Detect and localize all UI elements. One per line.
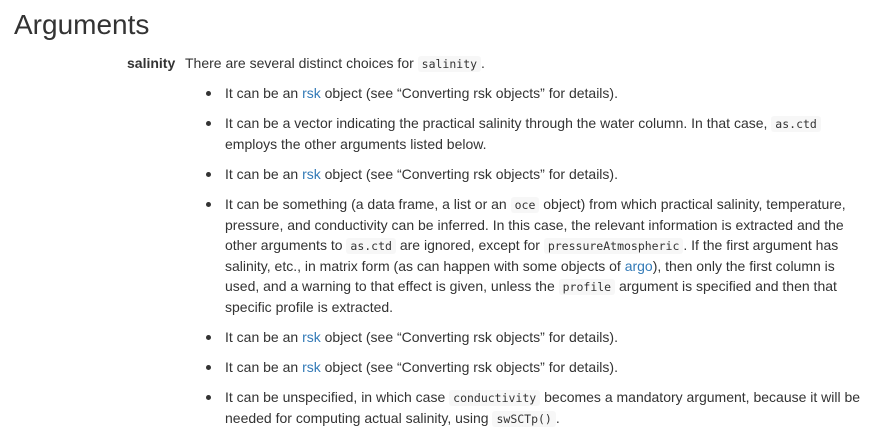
list-item-rsk-4 bbox=[225, 357, 865, 377]
list-item-rsk-1 bbox=[225, 83, 865, 103]
swsctp-code: swSCTp() bbox=[492, 411, 555, 427]
argument-description bbox=[185, 53, 485, 74]
list-item-rsk-2 bbox=[225, 164, 865, 184]
item-text: . bbox=[555, 410, 560, 426]
item-text: becomes a mandatory argument, because it will be needed for computing actual salinity, using bbox=[225, 389, 861, 426]
rsk-link[interactable]: rsk bbox=[302, 329, 321, 345]
oce-code: oce bbox=[511, 197, 540, 213]
item-text: It can be an bbox=[225, 359, 303, 375]
item-text: object (see “Converting rsk objects” for details). bbox=[320, 85, 618, 101]
description-text: There are several distinct choices for bbox=[185, 55, 418, 71]
item-text: object (see “Converting rsk objects” for details). bbox=[320, 166, 618, 182]
description-end: . bbox=[481, 55, 485, 71]
rsk-link[interactable]: rsk bbox=[302, 359, 321, 375]
rsk-link[interactable]: rsk bbox=[302, 85, 321, 101]
item-text: object) from which practical salinity, temperature, pressure, and conductivity can be inferred. In this case, the relevant information is extracted and the other arguments to bbox=[225, 196, 846, 253]
list-item-unspecified bbox=[225, 387, 865, 429]
as-ctd-code: as.ctd bbox=[771, 116, 821, 132]
argument-name: salinity bbox=[127, 55, 176, 71]
conductivity-code: conductivity bbox=[449, 390, 540, 406]
as-ctd-code: as.ctd bbox=[346, 238, 396, 254]
item-text: It can be an bbox=[225, 85, 303, 101]
section-title: Arguments bbox=[14, 9, 150, 40]
argo-link[interactable]: argo bbox=[624, 258, 653, 274]
profile-code: profile bbox=[559, 279, 615, 295]
item-text: It can be something (a data frame, a list or an bbox=[225, 196, 511, 212]
item-text: It can be an bbox=[225, 166, 303, 182]
item-text: It can be an bbox=[225, 329, 303, 345]
choices-list bbox=[185, 83, 865, 439]
list-item-rsk-3 bbox=[225, 327, 865, 347]
item-text: object (see “Converting rsk objects” for details). bbox=[320, 359, 618, 375]
pressure-atmospheric-code: pressureAtmospheric bbox=[544, 238, 684, 254]
item-text: ), then only the first column is used, and a warning to that effect is given, unless the bbox=[225, 258, 835, 294]
item-text: It can be unspecified, in which case bbox=[225, 389, 450, 405]
item-text: argument is specified and then that specific profile is extracted. bbox=[225, 278, 837, 315]
item-text: are ignored, except for bbox=[395, 237, 544, 253]
list-item-vector bbox=[225, 113, 865, 154]
description-code: salinity bbox=[418, 56, 481, 72]
rsk-link[interactable]: rsk bbox=[302, 166, 321, 182]
list-item-inferred bbox=[225, 194, 865, 317]
item-text: It can be a vector indicating the practical salinity through the water column. In that case, bbox=[225, 115, 772, 131]
item-text: employs the other arguments listed below. bbox=[225, 136, 487, 152]
item-text: . If the first argument has salinity, etc., in matrix form (as can happen with some objects of bbox=[225, 237, 839, 274]
item-text: object (see “Converting rsk objects” for details). bbox=[320, 329, 618, 345]
